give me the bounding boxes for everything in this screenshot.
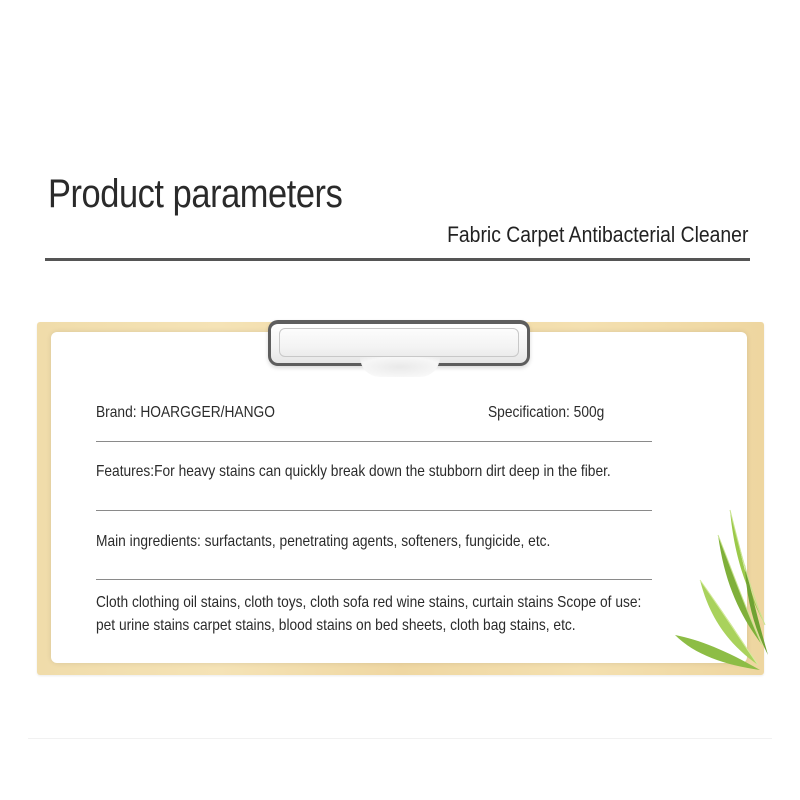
product-name: Fabric Carpet Antibacterial Cleaner [446, 222, 748, 247]
green-leaves-decoration [670, 505, 770, 675]
row-divider [96, 510, 652, 511]
row-divider [96, 441, 652, 442]
specification-text: Specification: 500g [488, 404, 605, 421]
ingredients-text: Main ingredients: surfactants, penetrating agents, softeners, fungicide, etc. [96, 533, 551, 550]
clip-inner-frame [279, 328, 519, 357]
leaf-shape [730, 510, 765, 625]
row-divider [96, 579, 652, 580]
bottom-divider [28, 738, 772, 739]
header-divider [45, 258, 750, 261]
scope-of-use-text: Cloth clothing oil stains, cloth toys, cloth sofa red wine stains, curtain stains Scope of use: pet urine stains carpet stains, blood stains on bed sheets, cloth bag stains, etc. [96, 594, 642, 634]
features-text: Features:For heavy stains can quickly break down the stubborn dirt deep in the fiber. [96, 463, 611, 480]
leaf-vein [730, 510, 765, 625]
page-title: Product parameters [48, 172, 343, 216]
brand-text: Brand: HOARGGER/HANGO [96, 404, 275, 421]
clip-base-shadow [360, 357, 440, 377]
